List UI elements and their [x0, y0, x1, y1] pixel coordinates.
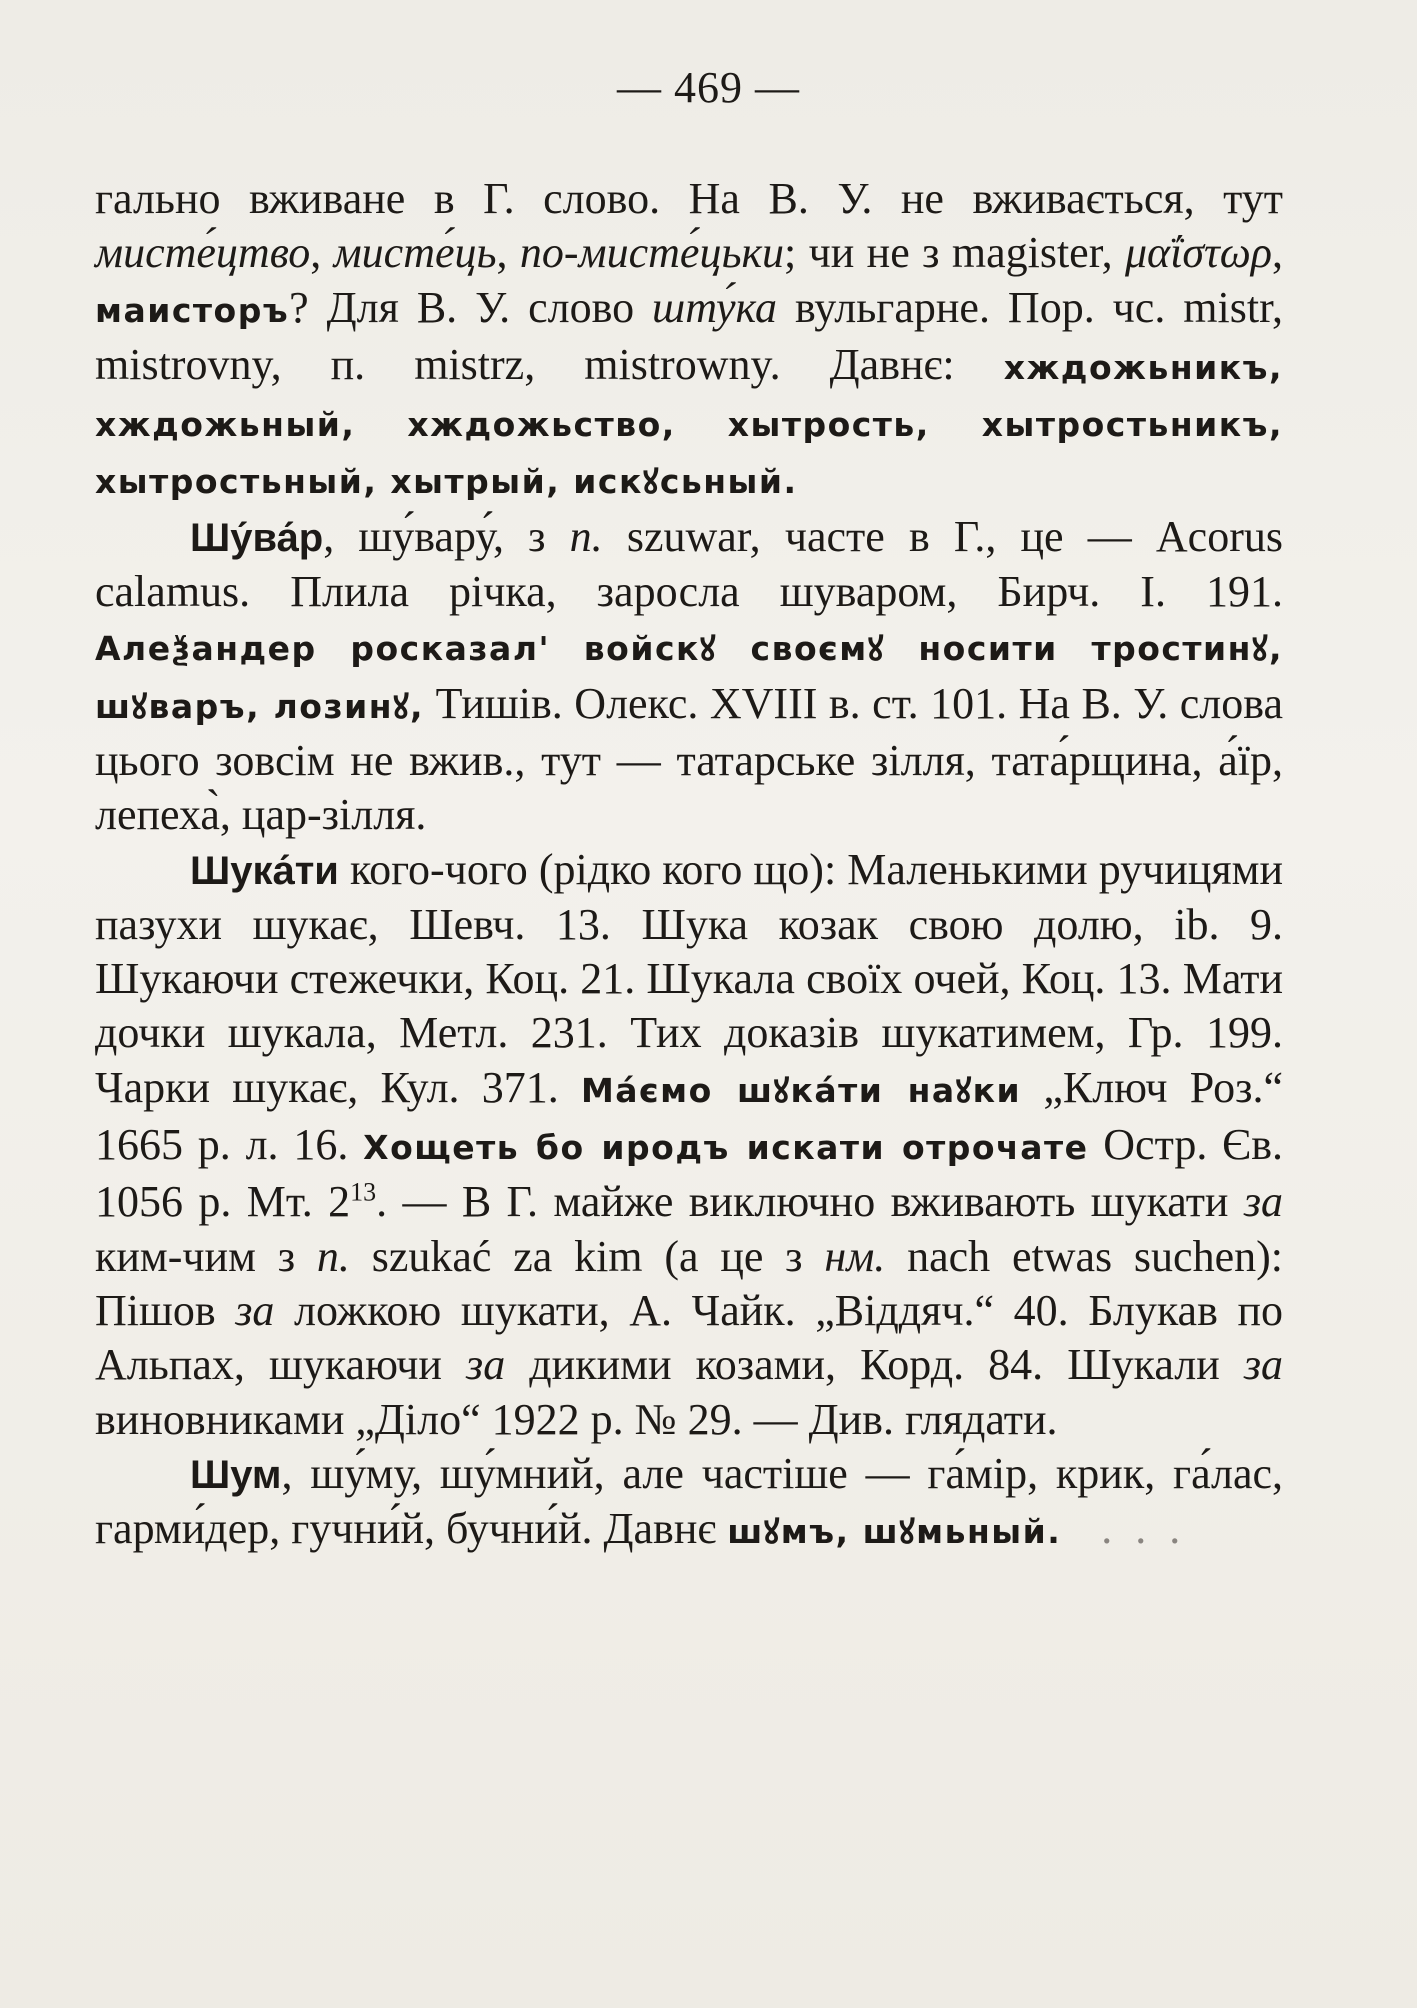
entry-shum: [95, 1447, 1283, 1560]
italic-word: за: [1243, 1177, 1284, 1227]
italic-word: за: [1243, 1340, 1284, 1390]
paragraph-continuation: [95, 172, 1283, 510]
text-run: ,: [1272, 228, 1283, 278]
text-run: , шу́вару́, з: [323, 511, 570, 561]
text-run: „Ключ Роз.“ 1665 р. л. 16.: [95, 1062, 1283, 1170]
text-run: nach etwas suchen): Пішов: [95, 1231, 1283, 1335]
text-run: ложкою шукати, А. Чайк. „Віддяч.“ 40. Блукав по Альпах, шукаючи: [95, 1285, 1283, 1390]
text-run: szuwar, часте в Г., це — Acorus calamus. Плила річка, заросла шуваром, Бирч. І. 191.: [95, 511, 1283, 617]
old-slavonic-quote: Ма́ємо шꙋка́ти наꙋки: [580, 1070, 1022, 1110]
text-run: Тишів. Олекс. XVIII в. ст. 101. На В. У. слова цього зовсім не вжив., тут — татарське зілля, тата́рщина, а́їр, лепеха̀, цар-зілля.: [95, 678, 1283, 840]
headword: Шу́ва́р: [190, 515, 324, 560]
page-text: [95, 172, 1283, 1559]
text-run: кого-чого (рідко кого що): Маленькими ручицями пазухи шукає, Шевч. 13. Шука козак свою долю, ib. 9. Шукаючи стежечки, Коц. 21. Шукала своїх очей, Коц. 13. Мати дочки шукала, Метл. 231. Тих доказів шукатимем, Гр. 199. Чарки шукає, Кул. 371.: [95, 844, 1283, 1112]
old-slavonic-words: шꙋмъ, шꙋмьный.: [727, 1512, 1062, 1552]
greek-word: μαΐστωρ: [1124, 228, 1272, 278]
italic-word: за: [466, 1340, 506, 1390]
text-run: ,: [310, 228, 334, 278]
italic-word: п.: [316, 1231, 350, 1281]
text-run: . — В Г. майже виключно вживають шукати: [376, 1177, 1244, 1227]
old-slavonic-words: хждожьникъ, хждожьный, хждожьство, хытрость, хытростьникъ, хытростьный, хытрый, искꙋсьный.: [95, 347, 1283, 502]
old-slavonic-word: маисторъ: [95, 290, 290, 330]
italic-word: мисте́цтво: [95, 228, 311, 278]
text-run: szukać za kim (а це з: [349, 1231, 825, 1281]
text-run: виновниками „Діло“ 1922 р. № 29. — Див. глядати.: [95, 1394, 1058, 1444]
superscript: 13: [350, 1177, 377, 1207]
entry-shuvar: [95, 510, 1283, 843]
text-run: Остр. Єв. 1056 р. Мт. 2: [95, 1120, 1283, 1227]
text-run: , шу́му, шу́мний, але частіше — га́мір, крик, га́лас, гарми́дер, гучни́й, бучни́й. Давнє: [95, 1448, 1283, 1554]
italic-word: мисте́ць: [333, 228, 497, 278]
headword: Шука́ти: [190, 848, 339, 893]
text-run: ким-чим з: [95, 1231, 317, 1281]
text-run: ; чи не з magister,: [784, 228, 1125, 278]
entry-shukaty: [95, 843, 1283, 1447]
italic-word: за: [235, 1285, 275, 1335]
text-run: гально вживане в Г. слово. На В. У. не вживається, тут: [95, 174, 1283, 223]
old-slavonic-quote: Алеѯандер росказал' войскꙋ своємꙋ носити тростинꙋ, шꙋваръ, лозинꙋ,: [95, 629, 1283, 726]
text-run: вульгарне. Пор. чс. mistr, mistrovny, п. mistrz, mistrowny. Давнє:: [95, 282, 1283, 389]
text-run: ,: [496, 228, 520, 278]
text-run: ? Для В. У. слово: [289, 282, 653, 332]
trailing-dots: . . .: [1101, 1504, 1187, 1554]
page-number: — 469 —: [617, 63, 800, 112]
headword: Шум: [190, 1452, 282, 1497]
italic-word: нм.: [824, 1231, 886, 1281]
text-run: дикими козами, Корд. 84. Шукали: [505, 1340, 1244, 1390]
old-slavonic-quote: Хощеть бо иродъ искати отрочате: [363, 1128, 1089, 1168]
italic-word: п.: [569, 511, 603, 561]
italic-word: шту́ка: [652, 282, 777, 332]
italic-word: по-мисте́цьки: [519, 228, 785, 278]
